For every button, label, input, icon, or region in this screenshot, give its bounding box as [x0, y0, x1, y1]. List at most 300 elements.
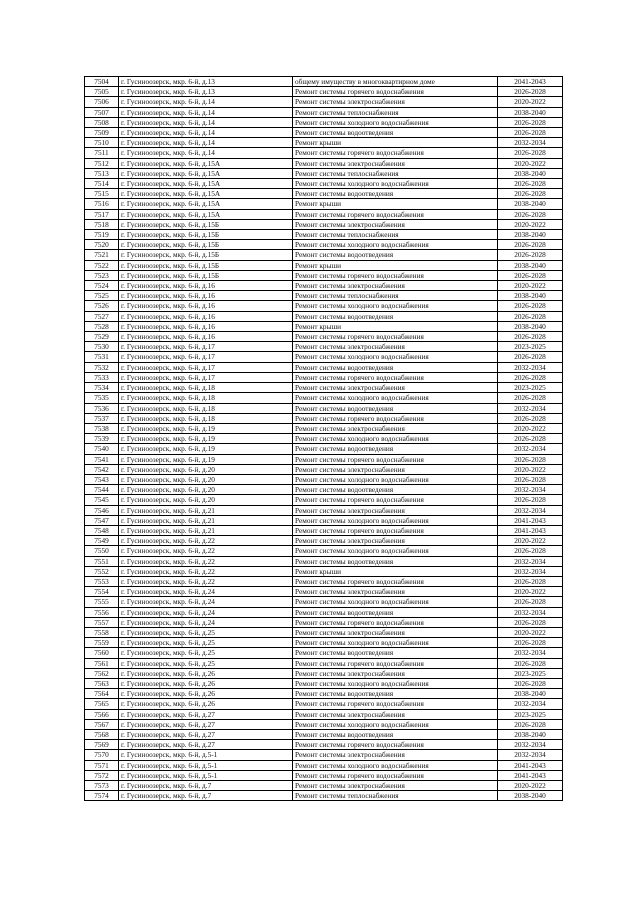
address-cell: г. Гусиноозерск, мкр. 6-й, д.24: [119, 617, 293, 627]
address-cell: г. Гусиноозерск, мкр. 6-й, д.7: [119, 791, 293, 801]
address-cell: г. Гусиноозерск, мкр. 6-й, д.14: [119, 138, 293, 148]
address-cell: г. Гусиноозерск, мкр. 6-й, д.27: [119, 730, 293, 740]
table-row: [85, 648, 563, 658]
work-type-cell: Ремонт системы холодного водоснабжения: [293, 515, 498, 525]
period-cell: 2032-2034: [498, 485, 563, 495]
work-type-cell: Ремонт системы электроснабжения: [293, 781, 498, 791]
row-number: 7517: [85, 209, 119, 219]
work-type-cell: Ремонт системы холодного водоснабжения: [293, 240, 498, 250]
address-cell: г. Гусиноозерск, мкр. 6-й, д.14: [119, 117, 293, 127]
work-type-cell: Ремонт системы водоотведения: [293, 189, 498, 199]
row-number: 7557: [85, 617, 119, 627]
work-type-cell: Ремонт системы холодного водоснабжения: [293, 434, 498, 444]
table-row: [85, 576, 563, 586]
work-type-cell: Ремонт системы водоотведения: [293, 689, 498, 699]
period-cell: 2026-2028: [498, 617, 563, 627]
work-type-cell: Ремонт системы горячего водоснабжения: [293, 454, 498, 464]
address-cell: г. Гусиноозерск, мкр. 6-й, д.20: [119, 474, 293, 484]
address-cell: г. Гусиноозерск, мкр. 6-й, д.22: [119, 556, 293, 566]
table-row: [85, 699, 563, 709]
period-cell: 2038-2040: [498, 260, 563, 270]
address-cell: г. Гусиноозерск, мкр. 6-й, д.26: [119, 668, 293, 678]
period-cell: 2026-2028: [498, 372, 563, 382]
table-row: [85, 393, 563, 403]
table-row: [85, 77, 563, 87]
work-type-cell: Ремонт системы холодного водоснабжения: [293, 179, 498, 189]
row-number: 7554: [85, 587, 119, 597]
address-cell: г. Гусиноозерск, мкр. 6-й, д.5-1: [119, 760, 293, 770]
work-type-cell: Ремонт системы холодного водоснабжения: [293, 301, 498, 311]
table-row: [85, 179, 563, 189]
address-cell: г. Гусиноозерск, мкр. 6-й, д.20: [119, 495, 293, 505]
table-row: [85, 321, 563, 331]
row-number: 7573: [85, 781, 119, 791]
row-number: 7566: [85, 709, 119, 719]
row-number: 7516: [85, 199, 119, 209]
row-number: 7539: [85, 434, 119, 444]
work-type-cell: Ремонт системы водоотведения: [293, 128, 498, 138]
row-number: 7510: [85, 138, 119, 148]
row-number: 7515: [85, 189, 119, 199]
work-type-cell: Ремонт системы холодного водоснабжения: [293, 760, 498, 770]
table-row: [85, 332, 563, 342]
row-number: 7545: [85, 495, 119, 505]
table-row: [85, 750, 563, 760]
work-type-cell: Ремонт системы горячего водоснабжения: [293, 770, 498, 780]
address-cell: г. Гусиноозерск, мкр. 6-й, д.16: [119, 311, 293, 321]
address-cell: г. Гусиноозерск, мкр. 6-й, д.25: [119, 648, 293, 658]
period-cell: 2026-2028: [498, 678, 563, 688]
period-cell: 2020-2022: [498, 587, 563, 597]
table-row: [85, 658, 563, 668]
period-cell: 2026-2028: [498, 179, 563, 189]
address-cell: г. Гусиноозерск, мкр. 6-й, д.15Б: [119, 260, 293, 270]
address-cell: г. Гусиноозерск, мкр. 6-й, д.16: [119, 332, 293, 342]
table-row: [85, 495, 563, 505]
row-number: 7528: [85, 321, 119, 331]
table-row: [85, 781, 563, 791]
work-type-cell: Ремонт системы электроснабжения: [293, 505, 498, 515]
work-type-cell: Ремонт системы теплоснабжения: [293, 107, 498, 117]
address-cell: г. Гусиноозерск, мкр. 6-й, д.22: [119, 546, 293, 556]
row-number: 7547: [85, 515, 119, 525]
period-cell: 2020-2022: [498, 627, 563, 637]
period-cell: 2038-2040: [498, 168, 563, 178]
address-cell: г. Гусиноозерск, мкр. 6-й, д.24: [119, 607, 293, 617]
work-type-cell: Ремонт системы водоотведения: [293, 250, 498, 260]
work-type-cell: Ремонт системы холодного водоснабжения: [293, 474, 498, 484]
table-row: [85, 546, 563, 556]
table-row: [85, 148, 563, 158]
table-row: [85, 505, 563, 515]
work-type-cell: Ремонт системы горячего водоснабжения: [293, 740, 498, 750]
row-number: 7572: [85, 770, 119, 780]
address-cell: г. Гусиноозерск, мкр. 6-й, д.26: [119, 678, 293, 688]
period-cell: 2038-2040: [498, 230, 563, 240]
period-cell: 2041-2043: [498, 760, 563, 770]
address-cell: г. Гусиноозерск, мкр. 6-й, д.13: [119, 87, 293, 97]
address-cell: г. Гусиноозерск, мкр. 6-й, д.19: [119, 444, 293, 454]
table-row: [85, 301, 563, 311]
address-cell: г. Гусиноозерск, мкр. 6-й, д.24: [119, 597, 293, 607]
work-type-cell: Ремонт крыши: [293, 566, 498, 576]
work-type-cell: Ремонт системы холодного водоснабжения: [293, 393, 498, 403]
table-row: [85, 525, 563, 535]
address-cell: г. Гусиноозерск, мкр. 6-й, д.22: [119, 536, 293, 546]
work-type-cell: Ремонт системы горячего водоснабжения: [293, 617, 498, 627]
row-number: 7564: [85, 689, 119, 699]
row-number: 7532: [85, 362, 119, 372]
period-cell: 2023-2025: [498, 383, 563, 393]
address-cell: г. Гусиноозерск, мкр. 6-й, д.26: [119, 689, 293, 699]
address-cell: г. Гусиноозерск, мкр. 6-й, д.21: [119, 505, 293, 515]
table-row: [85, 311, 563, 321]
period-cell: 2038-2040: [498, 321, 563, 331]
table-row: [85, 403, 563, 413]
address-cell: г. Гусиноозерск, мкр. 6-й, д.15Б: [119, 230, 293, 240]
period-cell: 2026-2028: [498, 128, 563, 138]
address-cell: г. Гусиноозерск, мкр. 6-й, д.19: [119, 423, 293, 433]
work-type-cell: Ремонт системы горячего водоснабжения: [293, 209, 498, 219]
table-row: [85, 352, 563, 362]
row-number: 7567: [85, 719, 119, 729]
table-row: [85, 617, 563, 627]
period-cell: 2020-2022: [498, 536, 563, 546]
work-type-cell: Ремонт системы теплоснабжения: [293, 168, 498, 178]
row-number: 7568: [85, 730, 119, 740]
address-cell: г. Гусиноозерск, мкр. 6-й, д.17: [119, 372, 293, 382]
period-cell: 2026-2028: [498, 495, 563, 505]
repair-schedule-table: [84, 76, 563, 801]
row-number: 7522: [85, 260, 119, 270]
work-type-cell: Ремонт крыши: [293, 199, 498, 209]
address-cell: г. Гусиноозерск, мкр. 6-й, д.27: [119, 719, 293, 729]
period-cell: 2026-2028: [498, 301, 563, 311]
table-row: [85, 158, 563, 168]
table-row: [85, 107, 563, 117]
table-row: [85, 454, 563, 464]
period-cell: 2038-2040: [498, 791, 563, 801]
work-type-cell: Ремонт системы горячего водоснабжения: [293, 148, 498, 158]
period-cell: 2041-2043: [498, 770, 563, 780]
work-type-cell: Ремонт системы электроснабжения: [293, 281, 498, 291]
table-row: [85, 209, 563, 219]
period-cell: 2026-2028: [498, 209, 563, 219]
period-cell: 2026-2028: [498, 250, 563, 260]
period-cell: 2032-2034: [498, 444, 563, 454]
work-type-cell: Ремонт системы водоотведения: [293, 730, 498, 740]
period-cell: 2032-2034: [498, 403, 563, 413]
period-cell: 2026-2028: [498, 148, 563, 158]
work-type-cell: Ремонт системы горячего водоснабжения: [293, 332, 498, 342]
table-row: [85, 138, 563, 148]
period-cell: 2023-2025: [498, 668, 563, 678]
period-cell: 2026-2028: [498, 434, 563, 444]
row-number: 7521: [85, 250, 119, 260]
row-number: 7558: [85, 627, 119, 637]
work-type-cell: Ремонт системы холодного водоснабжения: [293, 638, 498, 648]
table-row: [85, 607, 563, 617]
work-type-cell: Ремонт системы водоотведения: [293, 607, 498, 617]
work-type-cell: Ремонт системы горячего водоснабжения: [293, 525, 498, 535]
period-cell: 2026-2028: [498, 352, 563, 362]
work-type-cell: Ремонт системы электроснабжения: [293, 219, 498, 229]
row-number: 7559: [85, 638, 119, 648]
row-number: 7569: [85, 740, 119, 750]
address-cell: г. Гусиноозерск, мкр. 6-й, д.16: [119, 301, 293, 311]
work-type-cell: Ремонт системы холодного водоснабжения: [293, 678, 498, 688]
row-number: 7507: [85, 107, 119, 117]
address-cell: г. Гусиноозерск, мкр. 6-й, д.17: [119, 362, 293, 372]
table-row: [85, 464, 563, 474]
row-number: 7520: [85, 240, 119, 250]
address-cell: г. Гусиноозерск, мкр. 6-й, д.25: [119, 638, 293, 648]
address-cell: г. Гусиноозерск, мкр. 6-й, д.15А: [119, 158, 293, 168]
period-cell: 2026-2028: [498, 393, 563, 403]
work-type-cell: Ремонт системы холодного водоснабжения: [293, 546, 498, 556]
work-type-cell: Ремонт системы электроснабжения: [293, 536, 498, 546]
work-type-cell: Ремонт системы горячего водоснабжения: [293, 413, 498, 423]
work-type-cell: Ремонт системы водоотведения: [293, 485, 498, 495]
row-number: 7525: [85, 291, 119, 301]
work-type-cell: Ремонт системы горячего водоснабжения: [293, 495, 498, 505]
row-number: 7546: [85, 505, 119, 515]
table-row: [85, 128, 563, 138]
address-cell: г. Гусиноозерск, мкр. 6-й, д.13: [119, 77, 293, 87]
work-type-cell: Ремонт системы водоотведения: [293, 403, 498, 413]
row-number: 7527: [85, 311, 119, 321]
period-cell: 2026-2028: [498, 189, 563, 199]
row-number: 7549: [85, 536, 119, 546]
period-cell: 2026-2028: [498, 270, 563, 280]
work-type-cell: Ремонт системы горячего водоснабжения: [293, 658, 498, 668]
period-cell: 2038-2040: [498, 689, 563, 699]
address-cell: г. Гусиноозерск, мкр. 6-й, д.14: [119, 97, 293, 107]
row-number: 7531: [85, 352, 119, 362]
work-type-cell: Ремонт системы холодного водоснабжения: [293, 117, 498, 127]
period-cell: 2026-2028: [498, 311, 563, 321]
address-cell: г. Гусиноозерск, мкр. 6-й, д.15А: [119, 209, 293, 219]
period-cell: 2026-2028: [498, 474, 563, 484]
address-cell: г. Гусиноозерск, мкр. 6-й, д.18: [119, 383, 293, 393]
period-cell: 2026-2028: [498, 597, 563, 607]
row-number: 7548: [85, 525, 119, 535]
table-row: [85, 383, 563, 393]
address-cell: г. Гусиноозерск, мкр. 6-й, д.25: [119, 658, 293, 668]
work-type-cell: Ремонт системы водоотведения: [293, 444, 498, 454]
address-cell: г. Гусиноозерск, мкр. 6-й, д.15Б: [119, 219, 293, 229]
period-cell: 2032-2034: [498, 740, 563, 750]
table-row: [85, 536, 563, 546]
row-number: 7524: [85, 281, 119, 291]
period-cell: 2020-2022: [498, 97, 563, 107]
period-cell: 2041-2043: [498, 77, 563, 87]
period-cell: 2020-2022: [498, 281, 563, 291]
row-number: 7508: [85, 117, 119, 127]
row-number: 7505: [85, 87, 119, 97]
address-cell: г. Гусиноозерск, мкр. 6-й, д.20: [119, 464, 293, 474]
table-row: [85, 730, 563, 740]
table-row: [85, 168, 563, 178]
table-row: [85, 291, 563, 301]
period-cell: 2032-2034: [498, 556, 563, 566]
row-number: 7551: [85, 556, 119, 566]
work-type-cell: Ремонт системы электроснабжения: [293, 97, 498, 107]
table-row: [85, 260, 563, 270]
row-number: 7536: [85, 403, 119, 413]
table-row: [85, 689, 563, 699]
work-type-cell: Ремонт системы электроснабжения: [293, 342, 498, 352]
row-number: 7544: [85, 485, 119, 495]
period-cell: 2026-2028: [498, 117, 563, 127]
row-number: 7550: [85, 546, 119, 556]
period-cell: 2026-2028: [498, 454, 563, 464]
address-cell: г. Гусиноозерск, мкр. 6-й, д.24: [119, 587, 293, 597]
row-number: 7553: [85, 576, 119, 586]
table-row: [85, 587, 563, 597]
address-cell: г. Гусиноозерск, мкр. 6-й, д.27: [119, 709, 293, 719]
address-cell: г. Гусиноозерск, мкр. 6-й, д.15Б: [119, 270, 293, 280]
row-number: 7555: [85, 597, 119, 607]
period-cell: 2038-2040: [498, 291, 563, 301]
work-type-cell: Ремонт системы горячего водоснабжения: [293, 372, 498, 382]
row-number: 7511: [85, 148, 119, 158]
address-cell: г. Гусиноозерск, мкр. 6-й, д.27: [119, 740, 293, 750]
period-cell: 2026-2028: [498, 87, 563, 97]
table-row: [85, 474, 563, 484]
address-cell: г. Гусиноозерск, мкр. 6-й, д.18: [119, 393, 293, 403]
table-row: [85, 342, 563, 352]
row-number: 7533: [85, 372, 119, 382]
row-number: 7556: [85, 607, 119, 617]
table-row: [85, 230, 563, 240]
table-row: [85, 250, 563, 260]
work-type-cell: Ремонт системы электроснабжения: [293, 383, 498, 393]
document-page: [84, 76, 562, 801]
address-cell: г. Гусиноозерск, мкр. 6-й, д.15А: [119, 179, 293, 189]
table-row: [85, 87, 563, 97]
work-type-cell: общему имуществу в многоквартирном доме: [293, 77, 498, 87]
row-number: 7535: [85, 393, 119, 403]
work-type-cell: Ремонт крыши: [293, 260, 498, 270]
work-type-cell: Ремонт системы горячего водоснабжения: [293, 87, 498, 97]
work-type-cell: Ремонт крыши: [293, 321, 498, 331]
row-number: 7542: [85, 464, 119, 474]
row-number: 7574: [85, 791, 119, 801]
period-cell: 2032-2034: [498, 566, 563, 576]
row-number: 7519: [85, 230, 119, 240]
table-row: [85, 434, 563, 444]
work-type-cell: Ремонт крыши: [293, 138, 498, 148]
row-number: 7530: [85, 342, 119, 352]
address-cell: г. Гусиноозерск, мкр. 6-й, д.19: [119, 454, 293, 464]
address-cell: г. Гусиноозерск, мкр. 6-й, д.18: [119, 413, 293, 423]
row-number: 7509: [85, 128, 119, 138]
period-cell: 2020-2022: [498, 158, 563, 168]
table-row: [85, 219, 563, 229]
work-type-cell: Ремонт системы теплоснабжения: [293, 230, 498, 240]
work-type-cell: Ремонт системы электроснабжения: [293, 750, 498, 760]
row-number: 7504: [85, 77, 119, 87]
address-cell: г. Гусиноозерск, мкр. 6-й, д.5-1: [119, 770, 293, 780]
period-cell: 2038-2040: [498, 199, 563, 209]
table-row: [85, 515, 563, 525]
row-number: 7561: [85, 658, 119, 668]
address-cell: г. Гусиноозерск, мкр. 6-й, д.17: [119, 352, 293, 362]
period-cell: 2038-2040: [498, 730, 563, 740]
table-row: [85, 444, 563, 454]
address-cell: г. Гусиноозерск, мкр. 6-й, д.15Б: [119, 250, 293, 260]
table-row: [85, 627, 563, 637]
row-number: 7506: [85, 97, 119, 107]
table-row: [85, 566, 563, 576]
period-cell: 2023-2025: [498, 342, 563, 352]
address-cell: г. Гусиноозерск, мкр. 6-й, д.20: [119, 485, 293, 495]
row-number: 7560: [85, 648, 119, 658]
row-number: 7565: [85, 699, 119, 709]
table-body: [85, 77, 563, 801]
work-type-cell: Ремонт системы теплоснабжения: [293, 291, 498, 301]
address-cell: г. Гусиноозерск, мкр. 6-й, д.16: [119, 321, 293, 331]
table-row: [85, 362, 563, 372]
address-cell: г. Гусиноозерск, мкр. 6-й, д.5-1: [119, 750, 293, 760]
table-row: [85, 719, 563, 729]
address-cell: г. Гусиноозерск, мкр. 6-й, д.22: [119, 566, 293, 576]
row-number: 7552: [85, 566, 119, 576]
address-cell: г. Гусиноозерск, мкр. 6-й, д.7: [119, 781, 293, 791]
period-cell: 2032-2034: [498, 648, 563, 658]
address-cell: г. Гусиноозерск, мкр. 6-й, д.21: [119, 525, 293, 535]
table-row: [85, 97, 563, 107]
table-row: [85, 597, 563, 607]
work-type-cell: Ремонт системы холодного водоснабжения: [293, 352, 498, 362]
row-number: 7529: [85, 332, 119, 342]
period-cell: 2026-2028: [498, 576, 563, 586]
row-number: 7540: [85, 444, 119, 454]
period-cell: 2020-2022: [498, 464, 563, 474]
work-type-cell: Ремонт системы холодного водоснабжения: [293, 597, 498, 607]
table-row: [85, 760, 563, 770]
row-number: 7514: [85, 179, 119, 189]
work-type-cell: Ремонт системы холодного водоснабжения: [293, 719, 498, 729]
period-cell: 2026-2028: [498, 546, 563, 556]
address-cell: г. Гусиноозерск, мкр. 6-й, д.15А: [119, 199, 293, 209]
work-type-cell: Ремонт системы электроснабжения: [293, 158, 498, 168]
table-row: [85, 740, 563, 750]
row-number: 7537: [85, 413, 119, 423]
table-row: [85, 423, 563, 433]
table-row: [85, 199, 563, 209]
address-cell: г. Гусиноозерск, мкр. 6-й, д.25: [119, 627, 293, 637]
row-number: 7512: [85, 158, 119, 168]
address-cell: г. Гусиноозерск, мкр. 6-й, д.14: [119, 107, 293, 117]
table-row: [85, 678, 563, 688]
table-row: [85, 117, 563, 127]
work-type-cell: Ремонт системы электроснабжения: [293, 709, 498, 719]
row-number: 7526: [85, 301, 119, 311]
work-type-cell: Ремонт системы теплоснабжения: [293, 791, 498, 801]
row-number: 7562: [85, 668, 119, 678]
work-type-cell: Ремонт системы горячего водоснабжения: [293, 699, 498, 709]
table-row: [85, 413, 563, 423]
work-type-cell: Ремонт системы водоотведения: [293, 362, 498, 372]
address-cell: г. Гусиноозерск, мкр. 6-й, д.16: [119, 291, 293, 301]
address-cell: г. Гусиноозерск, мкр. 6-й, д.17: [119, 342, 293, 352]
row-number: 7570: [85, 750, 119, 760]
period-cell: 2032-2034: [498, 362, 563, 372]
table-row: [85, 372, 563, 382]
table-row: [85, 668, 563, 678]
